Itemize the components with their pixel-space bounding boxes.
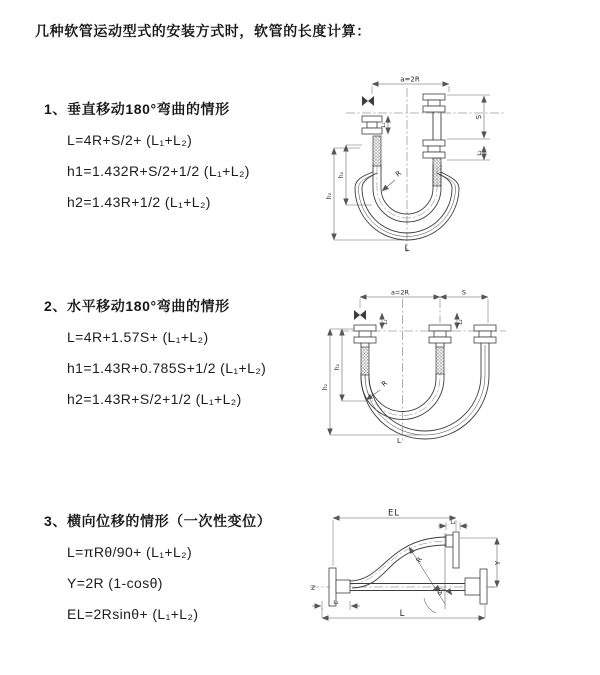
- section-2-formula-h1: h1=1.43R+0.785S+1/2 (L₁+L₂): [67, 360, 267, 376]
- dimension-h1: [338, 145, 372, 205]
- dim-label-s: S: [475, 114, 483, 120]
- dim-label-h1: h₁: [338, 171, 345, 179]
- section-1-formula-h2: h2=1.43R+1/2 (L₁+L₂): [67, 194, 211, 210]
- centerlines: [310, 533, 496, 609]
- section-3-formula-Y: Y=2R (1-cosθ): [67, 575, 163, 591]
- dim-label-l2: L₂: [450, 520, 456, 526]
- dim-label-L: L: [397, 437, 401, 445]
- dim-label-r: R: [380, 379, 390, 389]
- dimension-s: [440, 289, 488, 298]
- section-2-formula-h2: h2=1.43R+S/2+1/2 (L₁+L₂): [67, 391, 242, 407]
- dim-label-a2r: a=2R: [400, 75, 420, 84]
- section-3-formula-EL: EL=2Rsinθ+ (L₁+L₂): [67, 606, 199, 622]
- dim-label-l1: L₁: [383, 319, 389, 325]
- section-1-formula-h1: h1=1.432R+S/2+1/2 (L₁+L₂): [67, 163, 250, 179]
- section-1: [44, 99, 250, 212]
- diagram-horizontal-u-bend: [310, 283, 600, 448]
- radius-callout: [382, 169, 403, 191]
- section-3-formula-L: L=πRθ/90+ (L₁+L₂): [67, 544, 193, 560]
- dim-label-h2: h₂: [326, 192, 333, 200]
- dim-label-h1: h₁: [334, 363, 341, 371]
- dimension-l1: [312, 600, 360, 610]
- dimension-l1: [382, 313, 389, 329]
- dimension-s: [447, 95, 490, 139]
- axis-break-symbol: Z: [310, 585, 316, 592]
- section-2-heading: 2、水平移动180°弯曲的情形: [44, 298, 230, 314]
- dimension-h2: [326, 148, 407, 240]
- dim-label-s: S: [461, 288, 467, 297]
- dim-label-a2r: a=2R: [390, 288, 410, 297]
- left-flange: [329, 568, 350, 606]
- dim-label-L: L: [399, 609, 405, 619]
- dimension-l2: [457, 313, 464, 329]
- dimension-l2: [447, 146, 490, 160]
- centerlines: [346, 88, 504, 252]
- section-1-heading: 1、垂直移动180°弯曲的情形: [44, 101, 230, 117]
- dim-label-l2: L₂: [477, 150, 483, 156]
- hose-u-bend-position-2: [361, 343, 489, 439]
- dim-label-h2: h₂: [322, 383, 329, 391]
- dimension-a2r: [360, 289, 488, 324]
- hose-s-bend: [350, 532, 459, 588]
- dim-label-theta: θ: [438, 589, 442, 597]
- dimension-l2: [438, 520, 468, 530]
- dim-label-r: R: [394, 169, 404, 179]
- dim-label-L: L: [404, 244, 410, 254]
- dim-label-el: EL: [387, 508, 401, 519]
- dimension-a2r: [372, 76, 449, 95]
- diagram-lateral-offset: [300, 505, 600, 635]
- page-title: 几种软管运动型式的安装方式时，软管的长度计算：: [35, 23, 371, 39]
- dimension-l: [322, 605, 485, 619]
- section-2: [44, 296, 266, 409]
- flange-fittings: [354, 325, 496, 347]
- dim-label-l1: L₁: [333, 600, 339, 606]
- section-2-formula-L: L=4R+1.57S+ (L₁+L₂): [67, 329, 209, 345]
- dim-label-l2: L₂: [458, 319, 464, 325]
- valve-icon: [354, 310, 366, 320]
- diagram-vertical-u-bend: [312, 70, 542, 260]
- angle-theta: [424, 589, 452, 613]
- dim-label-y: Y: [494, 560, 502, 566]
- section-3: [44, 511, 271, 624]
- dim-label-r: R: [414, 555, 425, 564]
- dim-label-l1: L₁: [381, 122, 387, 128]
- valve-icon: [362, 96, 374, 106]
- section-3-heading: 3、横向位移的情形（一次性变位）: [44, 513, 272, 529]
- section-1-formula-L: L=4R+S/2+ (L₁+L₂): [67, 132, 193, 148]
